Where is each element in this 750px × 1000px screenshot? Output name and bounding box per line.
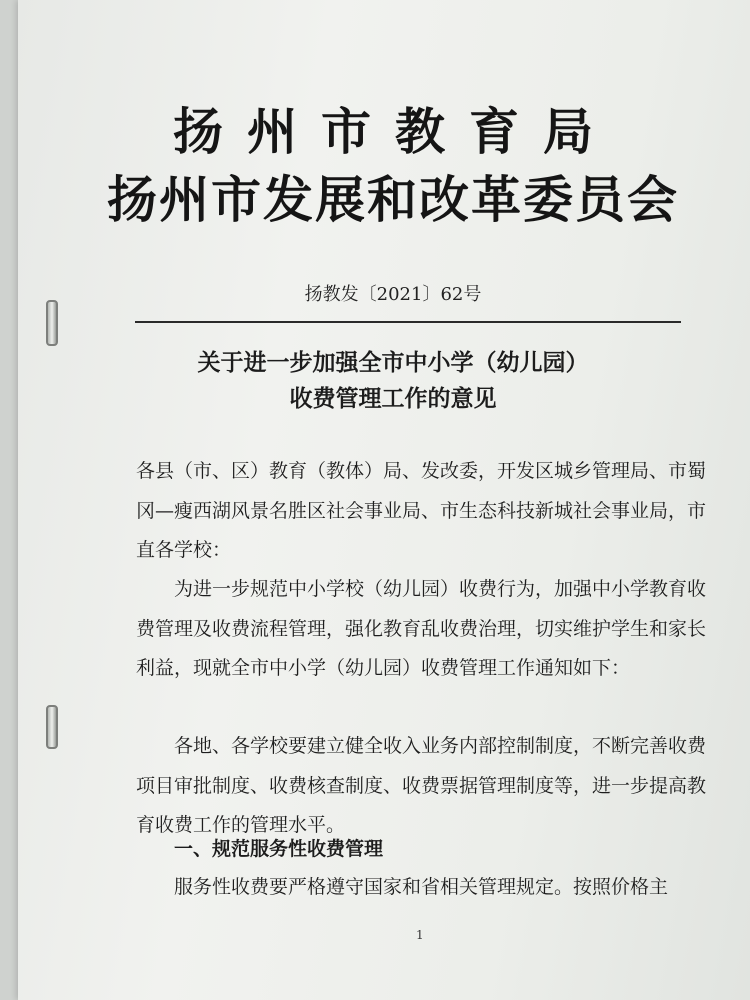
document-page	[18, 0, 750, 1000]
addressee-paragraph: 各县（市、区）教育（教体）局、发改委，开发区城乡管理局、市蜀冈—瘦西湖风景名胜区社会事业局、市生态科技新城社会事业局，市直各学校：	[136, 460, 707, 561]
issuing-org-development-reform-commission: 扬州市发展和改革委员会	[107, 171, 679, 229]
service-fee-paragraph: 服务性收费要严格遵守国家和省相关管理规定。按照价格主	[174, 876, 669, 898]
intro-paragraph: 为进一步规范中小学校（幼儿园）收费行为，加强中小学教育收费管理及收费流程管理，强化教育乱收费治理，切实维护学生和家长利益，现就全市中小学（幼儿园）收费管理工作通知如下：	[136, 578, 707, 679]
document-title-line1: 关于进一步加强全市中小学（幼儿园）	[197, 350, 589, 376]
document-title-line2: 收费管理工作的意见	[289, 386, 497, 412]
page-number: 1	[416, 928, 424, 942]
internal-control-paragraph: 各地、各学校要建立健全收入业务内部控制制度，不断完善收费项目审批制度、收费核查制度、收费票据管理制度等，进一步提高教育收费工作的管理水平。	[136, 735, 707, 836]
issuing-org-education-bureau: 扬州市教育局	[173, 103, 617, 161]
header-divider	[135, 321, 681, 323]
section-heading: 一、规范服务性收费管理	[174, 838, 384, 860]
document-number: 扬教发〔2021〕62号	[304, 284, 482, 305]
staple	[46, 300, 58, 346]
staple	[46, 705, 58, 749]
